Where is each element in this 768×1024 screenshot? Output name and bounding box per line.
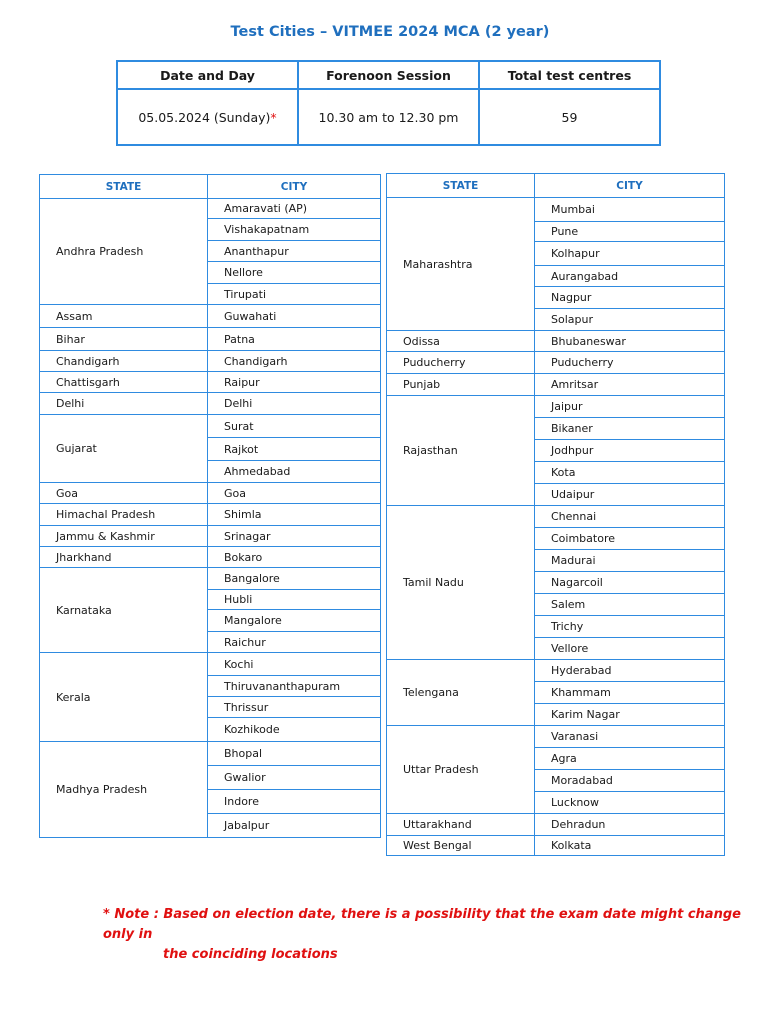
city-cell: Shimla bbox=[208, 504, 381, 526]
city-cell: Vishakapatnam bbox=[208, 219, 381, 241]
city-cell: Delhi bbox=[208, 393, 381, 415]
city-cell: Kolhapur bbox=[535, 242, 725, 266]
header-total-test-centres: Total test centres bbox=[479, 61, 660, 89]
state-cell: Bihar bbox=[40, 328, 208, 351]
table-row bbox=[40, 526, 381, 547]
total-centres: 59 bbox=[479, 89, 660, 145]
city-cell: Coimbatore bbox=[535, 528, 725, 550]
state-cell: Rajasthan bbox=[387, 396, 535, 506]
note-line-1: * Note : Based on election date, there is a possibility that the exam date might change only in bbox=[103, 907, 741, 942]
table-row bbox=[40, 504, 381, 526]
city-cell: Udaipur bbox=[535, 484, 725, 506]
state-cell: Chattisgarh bbox=[40, 372, 208, 393]
city-cell: Khammam bbox=[535, 682, 725, 704]
table-row bbox=[387, 814, 725, 836]
city-cell: Bikaner bbox=[535, 418, 725, 440]
table-row bbox=[387, 506, 725, 528]
city-cell: Rajkot bbox=[208, 438, 381, 461]
city-cell: Trichy bbox=[535, 616, 725, 638]
city-cell: Vellore bbox=[535, 638, 725, 660]
city-cell: Kota bbox=[535, 462, 725, 484]
city-cell: Varanasi bbox=[535, 726, 725, 748]
session-row bbox=[117, 89, 660, 145]
table-row bbox=[40, 372, 381, 393]
state-cell: Tamil Nadu bbox=[387, 506, 535, 660]
state-cell: Jammu & Kashmir bbox=[40, 526, 208, 547]
city-cell: Kolkata bbox=[535, 836, 725, 856]
table-row bbox=[40, 568, 381, 590]
state-cell: Jharkhand bbox=[40, 547, 208, 568]
table-row bbox=[40, 351, 381, 372]
city-cell: Puducherry bbox=[535, 352, 725, 374]
city-cell: Amaravati (AP) bbox=[208, 199, 381, 219]
state-cell: Puducherry bbox=[387, 352, 535, 374]
table-row bbox=[40, 742, 381, 766]
session-header-row bbox=[117, 61, 660, 89]
city-cell: Salem bbox=[535, 594, 725, 616]
city-cell: Hyderabad bbox=[535, 660, 725, 682]
header-date-and-day: Date and Day bbox=[117, 61, 298, 89]
state-cell: Andhra Pradesh bbox=[40, 199, 208, 305]
page-title: Test Cities – VITMEE 2024 MCA (2 year) bbox=[230, 24, 550, 40]
exam-date: 05.05.2024 (Sunday) bbox=[138, 109, 271, 125]
state-cell: Himachal Pradesh bbox=[40, 504, 208, 526]
state-cell: Karnataka bbox=[40, 568, 208, 653]
table-row bbox=[387, 331, 725, 352]
city-cell: Aurangabad bbox=[535, 266, 725, 287]
state-cell: Odissa bbox=[387, 331, 535, 352]
state-cell: Chandigarh bbox=[40, 351, 208, 372]
table-row bbox=[40, 199, 381, 219]
table-row bbox=[40, 328, 381, 351]
city-cell: Bhubaneswar bbox=[535, 331, 725, 352]
city-cell: Chandigarh bbox=[208, 351, 381, 372]
city-cell: Dehradun bbox=[535, 814, 725, 836]
city-table-left bbox=[39, 174, 381, 838]
table-row bbox=[40, 547, 381, 568]
city-cell: Mumbai bbox=[535, 198, 725, 222]
table-row bbox=[387, 374, 725, 396]
state-cell: Uttarakhand bbox=[387, 814, 535, 836]
city-cell: Madurai bbox=[535, 550, 725, 572]
city-cell: Bokaro bbox=[208, 547, 381, 568]
city-cell: Raichur bbox=[208, 632, 381, 653]
state-cell: Telengana bbox=[387, 660, 535, 726]
city-cell: Bhopal bbox=[208, 742, 381, 766]
state-cell: West Bengal bbox=[387, 836, 535, 856]
city-cell: Tirupati bbox=[208, 284, 381, 305]
city-cell: Kochi bbox=[208, 653, 381, 676]
city-cell: Chennai bbox=[535, 506, 725, 528]
city-cell: Thiruvananthapuram bbox=[208, 676, 381, 697]
city-cell: Guwahati bbox=[208, 305, 381, 328]
city-header: CITY bbox=[208, 175, 381, 199]
state-cell: Uttar Pradesh bbox=[387, 726, 535, 814]
city-cell: Karim Nagar bbox=[535, 704, 725, 726]
header-forenoon-session: Forenoon Session bbox=[298, 61, 479, 89]
state-header: STATE bbox=[40, 175, 208, 199]
city-cell: Ahmedabad bbox=[208, 461, 381, 483]
table-row bbox=[387, 396, 725, 418]
city-cell: Raipur bbox=[208, 372, 381, 393]
city-cell: Thrissur bbox=[208, 697, 381, 718]
city-cell: Gwalior bbox=[208, 766, 381, 790]
exam-date-cell bbox=[117, 89, 298, 145]
state-cell: Delhi bbox=[40, 393, 208, 415]
city-cell: Patna bbox=[208, 328, 381, 351]
table-row bbox=[40, 393, 381, 415]
city-header-row bbox=[387, 174, 725, 198]
city-cell: Jaipur bbox=[535, 396, 725, 418]
date-asterisk: * bbox=[270, 109, 277, 125]
state-cell: Punjab bbox=[387, 374, 535, 396]
city-cell: Nagpur bbox=[535, 287, 725, 309]
city-cell: Moradabad bbox=[535, 770, 725, 792]
state-cell: Kerala bbox=[40, 653, 208, 742]
session-time: 10.30 am to 12.30 pm bbox=[298, 89, 479, 145]
city-cell: Jabalpur bbox=[208, 814, 381, 838]
state-header: STATE bbox=[387, 174, 535, 198]
note-line-2: the coinciding locations bbox=[163, 947, 338, 962]
city-cell: Goa bbox=[208, 483, 381, 504]
city-cell: Jodhpur bbox=[535, 440, 725, 462]
state-cell: Goa bbox=[40, 483, 208, 504]
city-cell: Indore bbox=[208, 790, 381, 814]
city-cell: Pune bbox=[535, 222, 725, 242]
city-cell: Nellore bbox=[208, 262, 381, 284]
city-cell: Srinagar bbox=[208, 526, 381, 547]
city-header: CITY bbox=[535, 174, 725, 198]
table-row bbox=[387, 836, 725, 856]
city-cell: Bangalore bbox=[208, 568, 381, 590]
city-cell: Solapur bbox=[535, 309, 725, 331]
city-table-right bbox=[386, 173, 725, 856]
session-table bbox=[116, 60, 661, 146]
city-cell: Agra bbox=[535, 748, 725, 770]
city-cell: Surat bbox=[208, 415, 381, 438]
state-cell: Assam bbox=[40, 305, 208, 328]
city-cell: Mangalore bbox=[208, 610, 381, 632]
city-cell: Kozhikode bbox=[208, 718, 381, 742]
city-cell: Nagarcoil bbox=[535, 572, 725, 594]
table-row bbox=[387, 352, 725, 374]
table-row bbox=[40, 415, 381, 438]
city-header-row bbox=[40, 175, 381, 199]
state-cell: Madhya Pradesh bbox=[40, 742, 208, 838]
election-note bbox=[103, 905, 763, 965]
city-cell: Amritsar bbox=[535, 374, 725, 396]
table-row bbox=[40, 305, 381, 328]
city-cell: Lucknow bbox=[535, 792, 725, 814]
state-cell: Maharashtra bbox=[387, 198, 535, 331]
state-cell: Gujarat bbox=[40, 415, 208, 483]
table-row bbox=[40, 483, 381, 504]
table-row bbox=[387, 198, 725, 222]
city-cell: Ananthapur bbox=[208, 241, 381, 262]
table-row bbox=[387, 660, 725, 682]
table-row bbox=[40, 653, 381, 676]
table-row bbox=[387, 726, 725, 748]
city-cell: Hubli bbox=[208, 590, 381, 610]
